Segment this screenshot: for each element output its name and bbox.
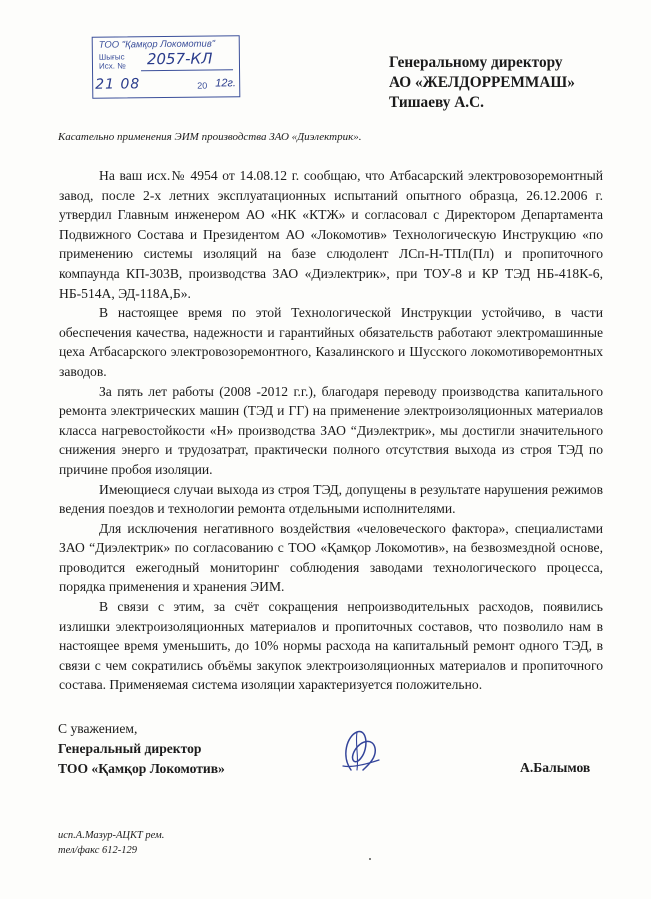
addressee-block <box>389 53 575 113</box>
stamp-year-prefix: 20 <box>197 80 208 91</box>
stamp-number: 2057-КЛ <box>146 49 213 69</box>
phone-line: тел/факс 612-129 <box>58 845 137 856</box>
body-paragraph: За пять лет работы (2008 -2012 г.г.), благодаря переводу производства капитального ремонта электрических машин (ТЭД и ГГ) на применение электроизоляционных материалов класса нагревостойкости «Н» производства ЗАО “Диэлектрик», мы достигли значительного снижения энерго и трудозатрат, практически полного отсутствия выхода из строя ТЭД по причине пробоя изоляции. <box>59 383 603 477</box>
addressee-company: АО «ЖЕЛДОРРЕММАШ» <box>389 74 575 91</box>
executor-line: исп.А.Мазур-АЦКТ рем. <box>58 830 165 841</box>
stamp-number-underline <box>141 69 233 71</box>
signer-position: Генеральный директор <box>58 741 202 756</box>
stamp-year-value: 12г. <box>215 77 236 90</box>
signer-organization: ТОО «Қамқор Локомотив» <box>58 761 225 776</box>
closing-regards: С уважением, <box>58 721 138 736</box>
closing-block <box>58 719 225 779</box>
body-paragraph: Имеющиеся случаи выхода из строя ТЭД, допущены в результате нарушения режимов ведения поездов и технологии ремонта отдельными исполнителями. <box>59 481 603 517</box>
page-mark <box>369 858 371 860</box>
addressee-position: Генеральному директору <box>389 54 563 71</box>
stamp-label-outgoing-kz: Шығыс <box>98 52 125 62</box>
stamp-label-outgoing-ru: Исх. № <box>98 61 126 71</box>
registration-stamp <box>92 35 241 99</box>
stamp-organization: ТОО "Қамқор Локомотив" <box>98 38 216 51</box>
signer-name: А.Балымов <box>520 760 591 775</box>
body-paragraph: В связи с этим, за счёт сокращения непроизводительных расходов, появились излишки электроизоляционных материалов и пропиточных составов, что позволило нам в настоящее время уменьшить, до 10% нормы расхода на капитальный ремонт одного ТЭД, в связи с чем сократились объёмы закупок электроизоляционных материалов и пропиточного состава. Применяемая система изоляции характеризуется положительно. <box>59 599 603 693</box>
stamp-date: 21 08 <box>95 76 141 93</box>
letter-subject: Касательно применения ЭИМ производства ЗАО «Диэлектрик». <box>58 131 362 143</box>
handwritten-signature <box>333 726 385 776</box>
body-paragraph: Для исключения негативного воздействия «человеческого фактора», специалистами ЗАО “Диэлектрик» по согласованию с ТОО «Қамқор Локомотив», на безвозмездной основе, проводится ежегодный мониторинг соблюдения заводами технологического процесса, порядка применения и хранения ЭИМ. <box>59 520 603 595</box>
addressee-name: Тишаеву А.С. <box>389 94 484 111</box>
body-paragraph: В настоящее время по этой Технологической Инструкции устойчиво, в части обеспечения качества, надежности и гарантийных обязательств работают электромашинные цеха Атбасарского электровозоремонтного, Казалинского и Шусского локомотиворемонтных заводов. <box>59 305 603 379</box>
footer-block <box>58 828 164 858</box>
body-paragraph: На ваш исх.№ 4954 от 14.08.12 г. сообщаю, что Атбасарский электровозоремонтный завод, после 2-х летних эксплуатационных испытаний опытного образца, 26.12.2006 г. утвердил Главным инженером АО «НК «КТЖ» и согласовал с Директором Департамента Подвижного Состава и Президентом АО «Локомотив» Технологическую Инструкцию «по применению системы изоляций на базе слюдолент ЛСп-Н-ТПл(Пл) и пропиточного компаунда КП-303В, производства ЗАО «Диэлектрик», при ТОУ-8 и КР ТЭД НБ-418К-6, НБ-514А, ЭД-118А,Б». <box>59 168 603 301</box>
letter-body <box>59 166 603 695</box>
